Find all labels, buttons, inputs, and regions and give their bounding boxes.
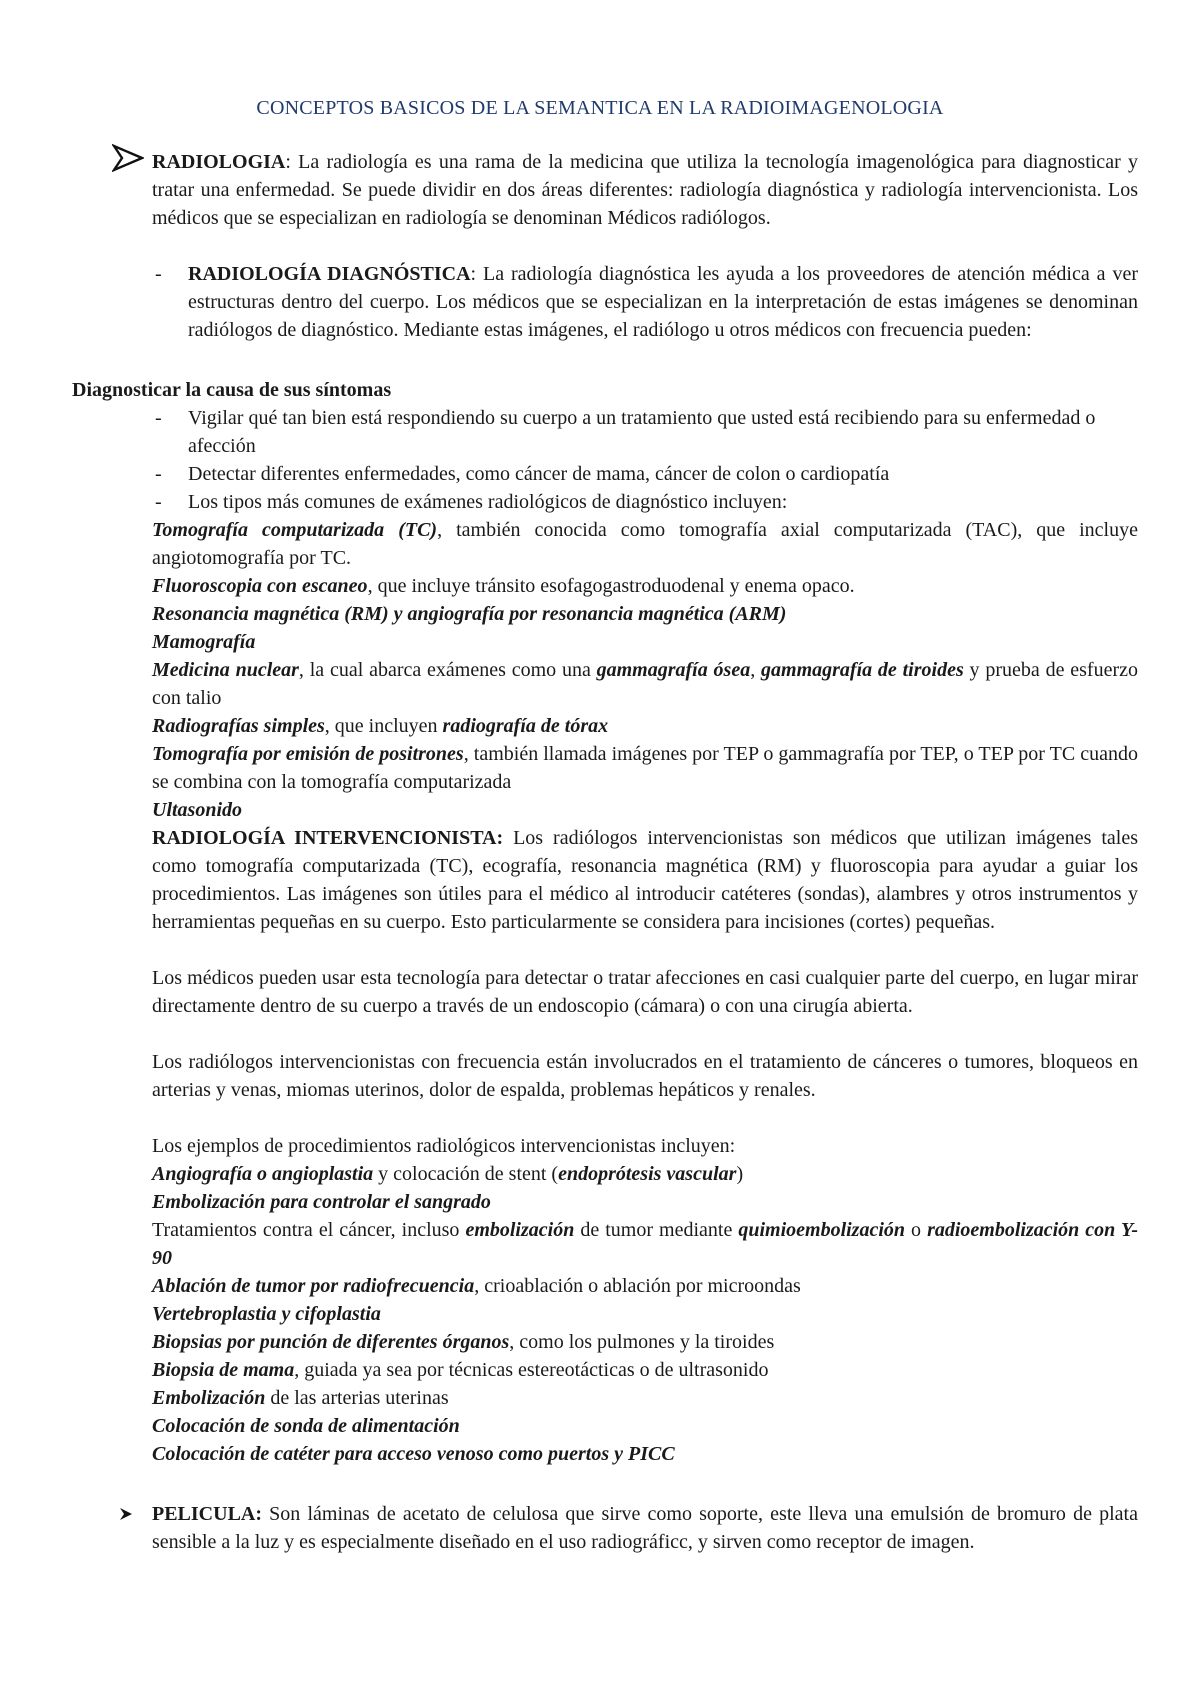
- exam-nuclear-sep: ,: [750, 659, 762, 681]
- intervencionista-paragraph: [152, 824, 1138, 936]
- proc-abl: [152, 1272, 1138, 1300]
- exam-pet: [152, 740, 1138, 796]
- proc-biop: [152, 1328, 1138, 1356]
- exam-pet-text: , también llamada imágenes por TEP o gammagrafía por TEP, o TEP por TC cuando se combina con la tomografía computarizada: [152, 743, 1138, 793]
- intervencionista-text: Los radiólogos intervencionistas son médicos que utilizan imágenes tales como tomografía computarizada (TC), ecografía, resonancia magnética (RM) y fluoroscopia para ayudar a guiar los procedimientos. Las imágenes son útiles para el médico al introducir catéteres (sondas), alambres y otros instrumentos y herramientas pequeñas en su cuerpo. Esto particularmente se considera para incisiones (cortes) pequeñas.: [152, 827, 1138, 933]
- exam-tc-term: Tomografía computarizada (TC): [152, 519, 438, 541]
- bullet-dash: -: [155, 407, 162, 429]
- page-title: CONCEPTOS BASICOS DE LA SEMANTICA EN LA RADIOIMAGENOLOGIA: [256, 97, 944, 119]
- diagnosticar-heading: Diagnosticar la causa de sus síntomas: [72, 379, 392, 401]
- exam-nuclear-text: , la cual abarca exámenes como una: [298, 659, 597, 681]
- proc-mama-term: Biopsia de mama: [152, 1359, 295, 1381]
- intervencionista-term: RADIOLOGÍA INTERVENCIONISTA:: [152, 827, 504, 849]
- bullet-dash: -: [155, 463, 162, 485]
- exam-simples-term: Radiografías simples: [152, 715, 325, 737]
- diagnostica-paragraph: [188, 260, 1138, 344]
- exam-gamma-osea: gammagrafía ósea: [596, 659, 751, 681]
- intervencionista-p2: Los médicos pueden usar esta tecnología para detectar o tratar afecciones en casi cualquier parte del cuerpo, en lugar mirar directamente dentro de su cuerpo a través de un endoscopio (cámara) o con una cirugía abierta.: [152, 967, 1138, 1017]
- intervencionista-p4: Los ejemplos de procedimientos radiológicos intervencionistas incluyen:: [152, 1135, 736, 1157]
- proc-verte: Vertebroplastia y cifoplastia: [152, 1303, 381, 1325]
- exam-ultra: Ultasonido: [152, 799, 243, 821]
- proc-trat: [152, 1216, 1138, 1272]
- diagnostica-dash: -: [155, 263, 162, 285]
- proc-angio-term: Angiografía o angioplastia: [152, 1163, 374, 1185]
- bullet-item: Detectar diferentes enfermedades, como cáncer de mama, cáncer de colon o cardiopatía: [188, 463, 890, 485]
- proc-mama: [152, 1356, 1138, 1384]
- arrow-bullet-icon: [112, 144, 144, 172]
- proc-trat-text3: o: [905, 1219, 928, 1241]
- pelicula-term: PELICULA:: [152, 1503, 263, 1525]
- intervencionista-p3: Los radiólogos intervencionistas con frecuencia están involucrados en el tratamiento de cánceres o tumores, bloqueos en arterias y venas, miomas uterinos, dolor de espalda, problemas hepáticos y renales.: [152, 1051, 1138, 1101]
- proc-trat-emb: embolización: [465, 1219, 575, 1241]
- pelicula-paragraph: [152, 1500, 1138, 1556]
- exam-mamo: Mamografía: [152, 631, 256, 653]
- exam-nuclear-term: Medicina nuclear: [152, 659, 299, 681]
- radiologia-term: RADIOLOGIA: [152, 151, 286, 173]
- proc-trat-text: Tratamientos contra el cáncer, incluso: [152, 1219, 466, 1241]
- proc-sonda: Colocación de sonda de alimentación: [152, 1415, 460, 1437]
- exam-gamma-tiroides: gammagrafía de tiroides: [761, 659, 964, 681]
- bullet-dash: -: [155, 491, 162, 513]
- proc-uter-term: Embolización: [152, 1387, 266, 1409]
- proc-angio: [152, 1160, 1138, 1188]
- arrow-bullet-small-icon: [118, 1506, 134, 1522]
- proc-cateter: Colocación de catéter para acceso venoso como puertos y PICC: [152, 1443, 675, 1465]
- exam-pet-term: Tomografía por emisión de positrones: [152, 743, 464, 765]
- proc-mama-text: , guiada ya sea por técnicas estereotácticas o de ultrasonido: [294, 1359, 769, 1381]
- proc-uter: [152, 1384, 1138, 1412]
- exam-fluoro-term: Fluoroscopia con escaneo: [152, 575, 368, 597]
- proc-abl-term: Ablación de tumor por radiofrecuencia: [152, 1275, 475, 1297]
- proc-uter-text: de las arterias uterinas: [265, 1387, 449, 1409]
- exam-tc: [152, 516, 1138, 572]
- proc-angio-text: y colocación de stent (: [373, 1163, 559, 1185]
- exam-rm: Resonancia magnética (RM) y angiografía por resonancia magnética (ARM): [152, 603, 787, 625]
- proc-biop-term: Biopsias por punción de diferentes órganos: [152, 1331, 510, 1353]
- exam-fluoro: [152, 572, 1138, 600]
- proc-trat-radio: radioembolización con Y-90: [152, 1219, 1138, 1269]
- bullet-item: Vigilar qué tan bien está respondiendo su cuerpo a un tratamiento que usted está recibiendo para su enfermedad o afección: [188, 407, 1096, 457]
- exam-fluoro-text: , que incluye tránsito esofagogastroduodenal y enema opaco.: [367, 575, 855, 597]
- proc-trat-text2: de tumor mediante: [574, 1219, 739, 1241]
- proc-angio-endo: endoprótesis vascular: [558, 1163, 737, 1185]
- exam-simples-text: , que incluyen: [324, 715, 443, 737]
- diagnostica-text: : La radiología diagnóstica les ayuda a los proveedores de atención médica a ver estructuras dentro del cuerpo. Los médicos que se especializan en la interpretación de estas imágenes se denominan radiólogos de diagnóstico. Mediante estas imágenes, el radiólogo u otros médicos con frecuencia pueden:: [188, 263, 1138, 341]
- exam-nuclear: [152, 656, 1138, 712]
- exam-simples: [152, 712, 1138, 740]
- exam-tc-text: , también conocida como tomografía axial computarizada (TAC), que incluye angiotomografía por TC.: [152, 519, 1138, 569]
- radiologia-paragraph: [152, 148, 1138, 232]
- proc-biop-text: , como los pulmones y la tiroides: [509, 1331, 775, 1353]
- radiologia-text: : La radiología es una rama de la medicina que utiliza la tecnología imagenológica para diagnosticar y tratar una enfermedad. Se puede dividir en dos áreas diferentes: radiología diagnóstica y radiología intervencionista. Los médicos que se especializan en radiología se denominan Médicos radiólogos.: [152, 151, 1138, 229]
- exam-simples-torax: radiografía de tórax: [442, 715, 609, 737]
- proc-angio-close: ): [736, 1163, 744, 1185]
- proc-abl-text: , crioablación o ablación por microondas: [474, 1275, 801, 1297]
- proc-emb: Embolización para controlar el sangrado: [152, 1191, 491, 1213]
- diagnostica-term: RADIOLOGÍA DIAGNÓSTICA: [188, 263, 471, 285]
- proc-trat-quimio: quimioembolización: [738, 1219, 906, 1241]
- pelicula-text: Son láminas de acetato de celulosa que sirve como soporte, este lleva una emulsión de bromuro de plata sensible a la luz y es especialmente diseñado en el uso radiográficc, y sirven como receptor de imagen.: [152, 1503, 1138, 1553]
- exam-nuclear-text2: y prueba de esfuerzo con talio: [152, 659, 1138, 709]
- bullet-item: Los tipos más comunes de exámenes radiológicos de diagnóstico incluyen:: [188, 491, 788, 513]
